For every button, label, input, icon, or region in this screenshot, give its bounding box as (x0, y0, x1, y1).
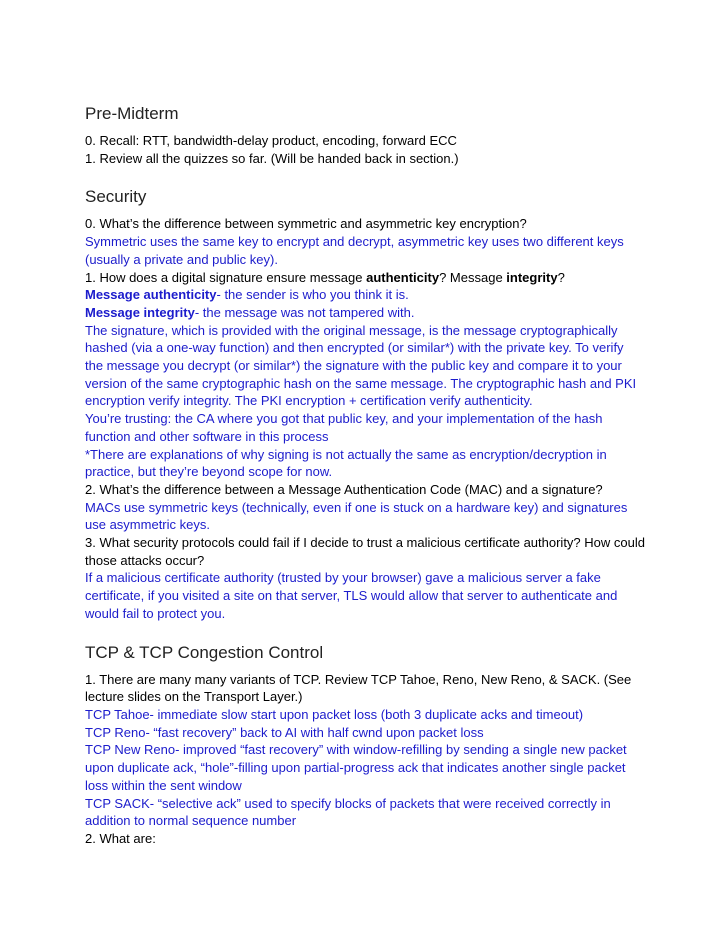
question-malicious-ca: 3. What security protocols could fail if I decide to trust a malicious certificate authority? How could those attacks occur? (85, 535, 645, 568)
answer-mac: MACs use symmetric keys (technically, even if one is stuck on a hardware key) and signatures use asymmetric keys. (85, 499, 628, 533)
integrity-label: Message integrity (85, 304, 195, 320)
question-recall: 0. Recall: RTT, bandwidth-delay product, encoding, forward ECC (85, 133, 457, 148)
answer-footnote: *There are explanations of why signing is not actually the same as encryption/decryption in practice, but they’re beyond scope for now. (85, 446, 607, 480)
question-mac: 2. What’s the difference between a Message Authentication Code (MAC) and a signature? (85, 481, 603, 497)
answer-tcp-reno: TCP Reno- “fast recovery” back to AI with half cwnd upon packet loss (85, 724, 484, 740)
answer-signature-explanation: The signature, which is provided with the original message, is the message cryptographically hashed (via a one-way function) and then encrypted (or similar*) with the private key. To verify the message you decrypt (or similar*) the signature with the public key and compare it to your version of the same cryptographic hash on the same message. The cryptographic hash and PKI encryption verify integrity. The PKI encryption + certification verify authenticity. (85, 322, 637, 409)
authenticity-label: Message authenticity (85, 287, 217, 303)
question-text: 1. How does a digital signature ensure message (85, 269, 367, 285)
answer-authenticity (85, 286, 645, 304)
answer-tcp-new-reno: TCP New Reno- improved “fast recovery” with window-refilling by sending a single new packet upon duplicate ack, “hole”-filling upon partial-progress ack that indicates another single packet loss within the sent window (85, 742, 627, 793)
answer-malicious-ca: If a malicious certificate authority (trusted by your browser) gave a malicious server a fake certificate, if you visited a site on that server, TLS would allow that server to authenticate and would fail to protect you. (85, 570, 618, 621)
answer-tcp-sack: TCP SACK- “selective ack” used to specify blocks of packets that were received correctly in addition to normal sequence number (85, 795, 611, 829)
question-text: ? (557, 269, 565, 285)
question-text: ? Message (439, 269, 507, 285)
answer-integrity (85, 304, 645, 322)
answer-tcp-tahoe: TCP Tahoe- immediate slow start upon packet loss (both 3 duplicate acks and timeout) (85, 706, 584, 722)
question-review-quizzes: 1. Review all the quizzes so far. (Will be handed back in section.) (85, 150, 459, 166)
bold-integrity: integrity (506, 269, 558, 285)
question-tcp-variants: 1. There are many many variants of TCP. Review TCP Tahoe, Reno, New Reno, & SACK. (See lecture slides on the Transport Layer.) (85, 671, 632, 705)
answer-trust: You’re trusting: the CA where you got that public key, and your implementation of the hash function and other software in this process (85, 411, 603, 444)
section-heading-security: Security (85, 187, 147, 207)
bold-authenticity: authenticity (366, 269, 440, 285)
document-body (85, 104, 645, 848)
section-heading-pre-midterm: Pre-Midterm (85, 104, 179, 123)
question-what-are: 2. What are: (85, 830, 156, 846)
question-digital-signature (85, 269, 645, 287)
answer-symmetric: Symmetric uses the same key to encrypt and decrypt, asymmetric key uses two different keys (usually a private and public key). (85, 234, 624, 267)
authenticity-text: - the sender is who you think it is. (216, 287, 409, 303)
section-heading-tcp: TCP & TCP Congestion Control (85, 642, 324, 662)
integrity-text: - the message was not tampered with. (194, 304, 415, 320)
question-symmetric: 0. What’s the difference between symmetric and asymmetric key encryption? (85, 216, 527, 232)
